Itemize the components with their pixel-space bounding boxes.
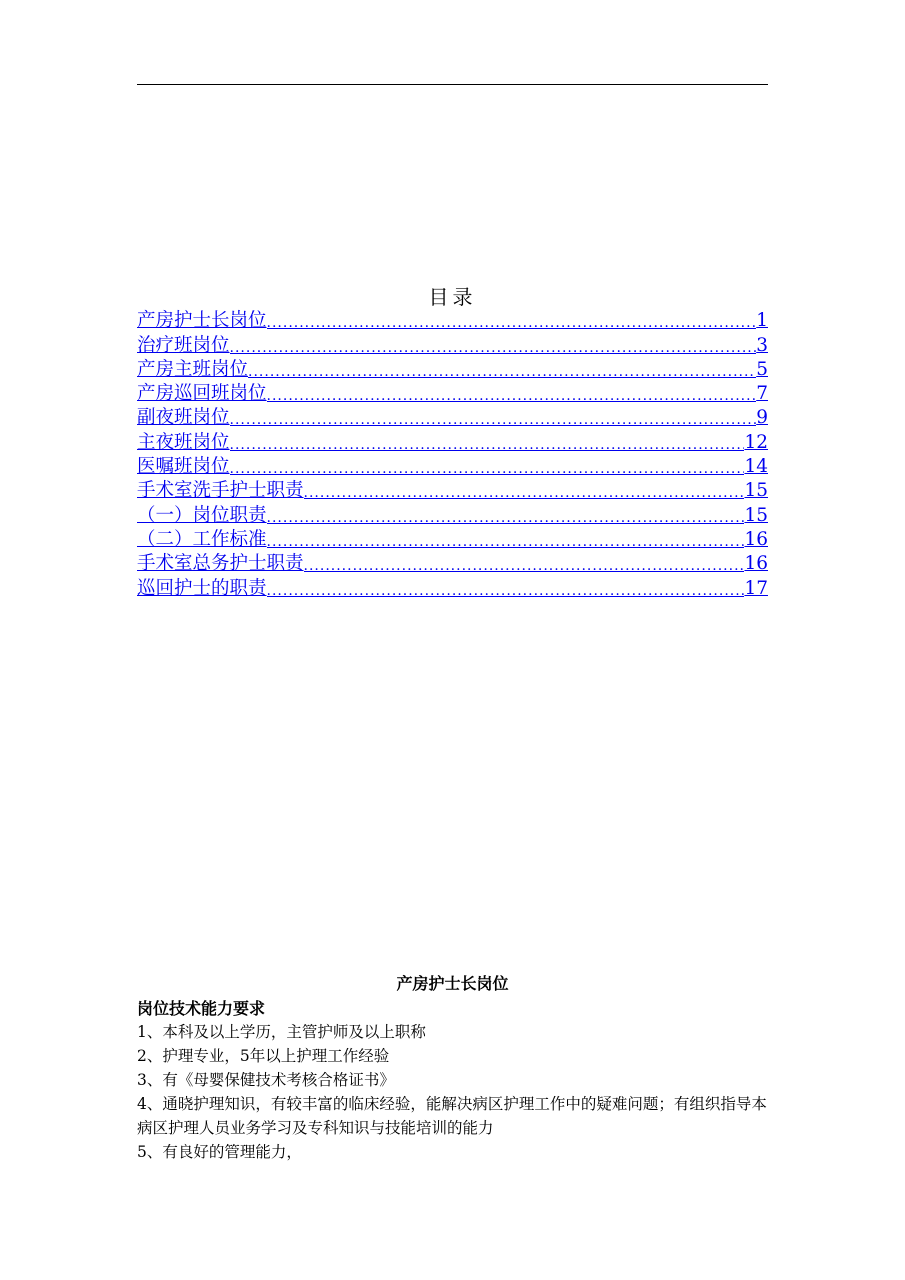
- toc-leader: [267, 581, 745, 601]
- toc-entry-page: 1: [756, 310, 768, 332]
- subsection-heading: 岗位技术能力要求: [137, 999, 266, 1018]
- toc-entry-label: 产房护士长岗位: [137, 310, 267, 332]
- toc-entry[interactable]: [137, 406, 768, 430]
- toc-entry-page: 16: [744, 553, 768, 575]
- toc-entry-page: 12: [744, 431, 768, 453]
- toc-entry[interactable]: [137, 576, 768, 600]
- toc-leader: [267, 508, 745, 528]
- toc-entry-label: 副夜班岗位: [137, 407, 230, 429]
- toc-leader: [248, 362, 756, 382]
- toc-entry[interactable]: [137, 552, 768, 576]
- toc-entry[interactable]: [137, 528, 768, 552]
- toc-entry[interactable]: [137, 455, 768, 479]
- toc-leader: [230, 435, 745, 455]
- toc-leader: [230, 338, 757, 358]
- toc-entry-page: 15: [744, 504, 768, 526]
- toc-title: 目录: [428, 285, 477, 309]
- toc-entry-page: 14: [744, 456, 768, 478]
- section-body: [137, 1020, 768, 1164]
- header-rule: [137, 84, 768, 85]
- toc-entry[interactable]: [137, 309, 768, 333]
- toc-entry-label: 医嘱班岗位: [137, 456, 230, 478]
- toc-entry-label: 产房主班岗位: [137, 358, 249, 380]
- toc-entry-page: 15: [744, 480, 768, 502]
- body-line: 1、本科及以上学历，主管护师及以上职称: [137, 1023, 426, 1041]
- section-title: 产房护士长岗位: [396, 974, 509, 993]
- toc-leader: [230, 410, 757, 430]
- toc-entry[interactable]: [137, 479, 768, 503]
- toc-leader: [304, 556, 745, 576]
- toc-entry-label: 产房巡回班岗位: [137, 383, 267, 405]
- toc-entry-page: 17: [744, 577, 768, 599]
- toc-entry-page: 7: [756, 383, 768, 405]
- toc-entry-label: 治疗班岗位: [137, 334, 230, 356]
- toc-entry-label: 手术室总务护士职责: [137, 553, 304, 575]
- toc-leader: [304, 483, 745, 503]
- toc-entry-page: 5: [756, 358, 768, 380]
- toc-entry-page: 16: [744, 528, 768, 550]
- toc-leader: [267, 386, 757, 406]
- body-line: 5、有良好的管理能力，: [137, 1143, 302, 1161]
- toc-entry-page: 3: [756, 334, 768, 356]
- toc-leader: [267, 313, 757, 333]
- toc-leader: [267, 532, 745, 552]
- toc-entry-label: （二）工作标准: [137, 528, 267, 550]
- toc-entry[interactable]: [137, 382, 768, 406]
- toc-entry[interactable]: [137, 503, 768, 527]
- toc-leader: [230, 459, 745, 479]
- toc-entry-label: （一）岗位职责: [137, 504, 267, 526]
- toc-entry-label: 巡回护士的职责: [137, 577, 267, 599]
- table-of-contents: [137, 309, 768, 601]
- body-line: 2、护理专业，5年以上护理工作经验: [137, 1047, 390, 1065]
- body-line: 3、有《母婴保健技术考核合格证书》: [137, 1071, 395, 1089]
- toc-entry[interactable]: [137, 333, 768, 357]
- body-line: 4、通晓护理知识，有较丰富的临床经验，能解决病区护理工作中的疑难问题；有组织指导本病区护理人员业务学习及专科知识与技能培训的能力: [137, 1095, 767, 1137]
- toc-entry[interactable]: [137, 358, 768, 382]
- toc-entry-label: 主夜班岗位: [137, 431, 230, 453]
- toc-entry-label: 手术室洗手护士职责: [137, 480, 304, 502]
- toc-entry-page: 9: [756, 407, 768, 429]
- toc-entry[interactable]: [137, 430, 768, 454]
